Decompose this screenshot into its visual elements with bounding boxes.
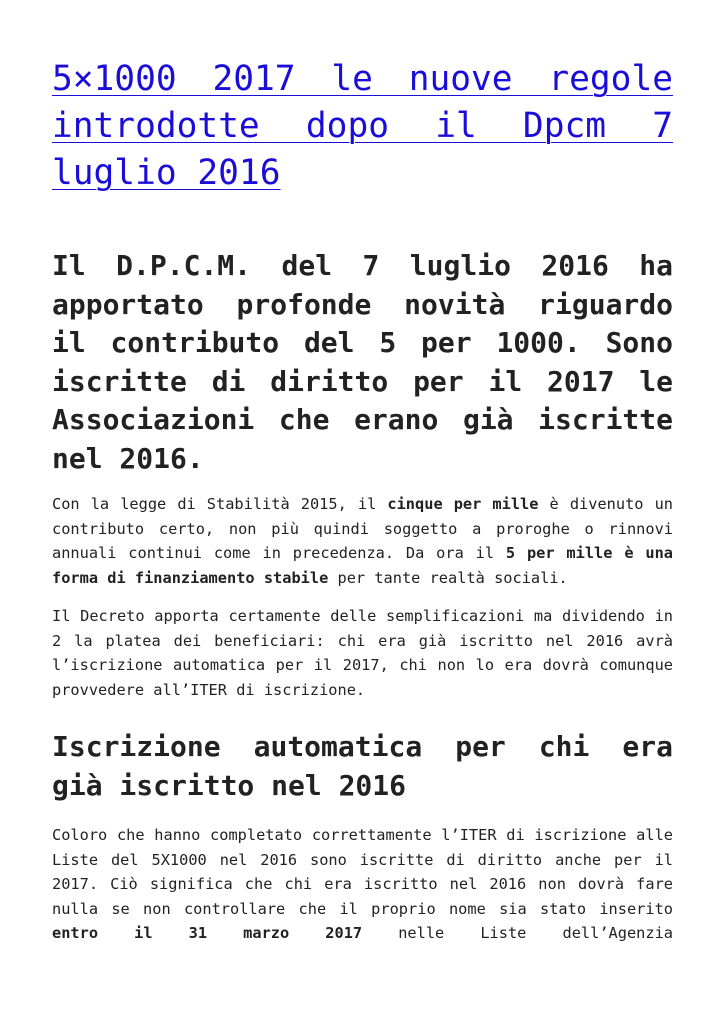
paragraph-stability-law	[52, 492, 673, 590]
page-title	[52, 56, 673, 197]
lead-heading: Il D.P.C.M. del 7 luglio 2016 ha apportato profonde novità riguardo il contributo del 5 per 1000. Sono iscritte di diritto per il 2017 le Associazioni che erano già iscritte nel 2016.	[52, 249, 673, 475]
bold-text: 5 per mille è una forma di finanziamento stabile	[52, 544, 673, 587]
text-span: per tante realtà sociali.	[328, 568, 568, 587]
text-span: nelle Liste dell’Agenzia	[362, 924, 673, 942]
text-span: è divenuto un contributo certo, non più quindi soggetto a proroghe o rinnovi annuali continui come in precedenza. Da ora il	[52, 495, 674, 562]
section-heading: Iscrizione automatica per chi era già iscritto nel 2016	[52, 730, 673, 802]
bold-text: entro il 31 marzo 2017	[52, 924, 363, 942]
title-link[interactable]: 5×1000 2017 le nuove regole introdotte dopo il Dpcm 7 luglio 2016	[52, 59, 673, 193]
paragraph-automatic-registration	[52, 823, 673, 946]
text-span: Coloro che hanno completato correttamente l’ITER di iscrizione alle Liste del 5X1000 nel 2016 sono iscritte di diritto anche per il 2017. Ciò significa che chi era iscritto nel 2016 non dovrà fare nulla se non controllare che il proprio nome sia stato inserito	[52, 826, 673, 918]
paragraph-decree: Il Decreto apporta certamente delle semplificazioni ma dividendo in 2 la platea dei beneficiari: chi era già iscritto nel 2016 avrà l’iscrizione automatica per il 2017, chi non lo era dovrà comunque provvedere all’ITER di iscrizione.	[52, 607, 673, 699]
article	[52, 56, 673, 946]
text-span: Con la legge di Stabilità 2015, il	[52, 495, 388, 513]
bold-text: cinque per mille	[387, 495, 539, 513]
